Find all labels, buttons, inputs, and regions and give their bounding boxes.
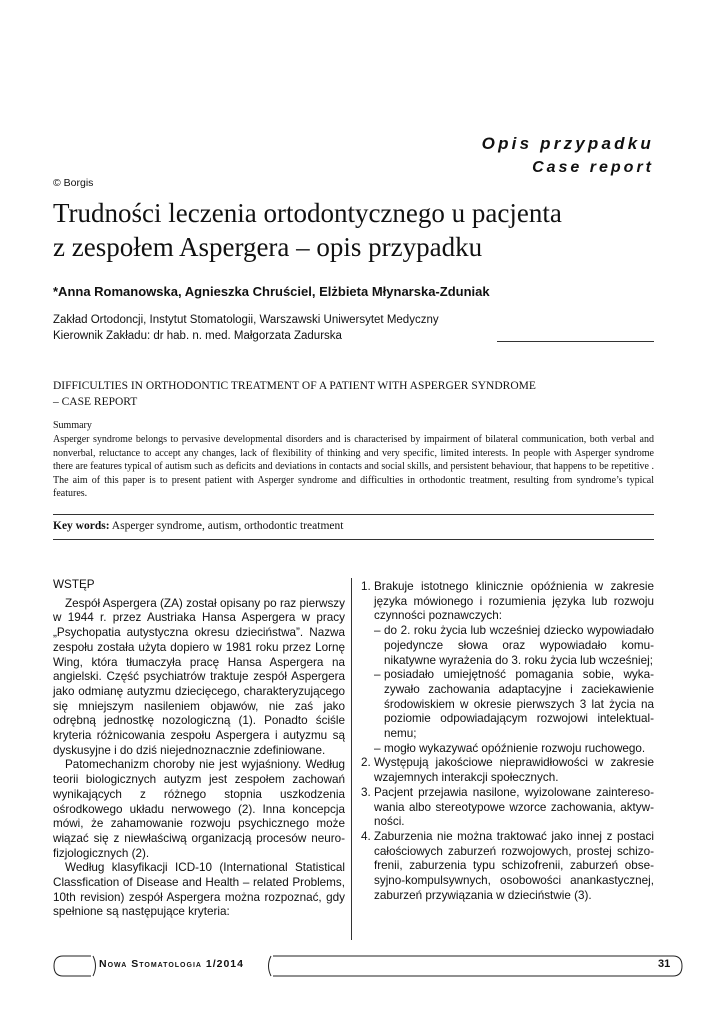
criteria-text: Występują jakościowe nieprawidłowości w zakresie wzajemnych interakcji społecznych.	[374, 756, 654, 785]
article-title	[53, 196, 673, 264]
section-category-pl: Opis przypadku	[481, 134, 654, 153]
english-title-line-1: DIFFICULTIES IN ORTHODONTIC TREATMENT OF A PATIENT WITH ASPERGER SYNDROME	[53, 380, 536, 392]
english-title-line-2: – CASE REPORT	[53, 395, 138, 408]
criteria-subitem-text: mogło wykazywać opóźnienie rozwoju ruchowego.	[384, 741, 646, 755]
affiliation-head: Kierownik Zakładu: dr hab. n. med. Małgorzata Zadurska	[53, 329, 342, 342]
criteria-subitem	[361, 742, 654, 757]
article-title-line-2: z zespołem Aspergera – opis przypadku	[53, 232, 483, 262]
english-title	[53, 379, 673, 410]
keywords	[53, 520, 343, 532]
paragraph: Patomechanizm choroby nie jest wyjaśniony. Według teorii biologicznych autyzm jest zespołem zachowań wynikających z różnego stopnia uszkodzenia ośrodkowego układu nerwowego (2). Inna koncepcja mówi, że zahamowanie rozwoju psychicznego może wiązać się z niewłaściwą organizacją procesów neurofizjologicznych (2).	[53, 758, 345, 860]
column-divider	[351, 578, 352, 940]
authors: *Anna Romanowska, Agnieszka Chruściel, Elżbieta Młynarska-Zduniak	[53, 284, 490, 299]
criteria-item	[361, 830, 654, 904]
criteria-number: 3.	[361, 785, 371, 799]
section-heading: WSTĘP	[53, 578, 95, 591]
affiliation	[53, 313, 439, 344]
publisher-label: © Borgis	[53, 177, 94, 189]
criteria-item	[361, 786, 654, 830]
summary-heading: Summary	[53, 420, 92, 431]
summary-text: Asperger syndrome belongs to pervasive developmental disorders and is characterised by impairment of bilateral communication, both verbal and nonverbal, reluctance to accept any changes, lack of flexibility of thinking and very specific, limited interests. In people with Asperger syndrome there are features typical of autism such as deficits and deviations in contacts and social skills, and persistent behaviour, that happens to be repetitive . The aim of this paper is to present patient with Asperger syndrome and difficulties in orthodontic treatment, resulting from syndrome’s typical features.	[53, 434, 654, 500]
criteria-text: Pacjent przejawia nasilone, wyizolowane zainteresowania albo stereotypowe wzorce zachowania, aktywności.	[374, 785, 654, 829]
dash-marker: –	[374, 624, 381, 638]
criteria-subitem-text: posiadało umiejętność pomagania sobie, wykazywało zachowania adaptacyjne i zaciekawienie środowiskiem w okresie pierwszych 3 lat życia na poziomie odpowiadającym rozwojowi intelektualnemu;	[384, 668, 654, 741]
section-category-en: Case report	[532, 159, 654, 176]
paragraph: Według klasyfikacji ICD-10 (International Statistical Classfication of Disease and Health – related Problems, 10th revision) zespół Aspergera można rozpoznać, gdy spełnione są następujące kryteria:	[53, 861, 345, 919]
article-title-line-1: Trudności leczenia ortodontycznego u pacjenta	[53, 198, 562, 228]
keywords-text: Asperger syndrome, autism, orthodontic treatment	[111, 520, 344, 532]
body-right-column	[361, 580, 654, 903]
keywords-label: Key words:	[53, 520, 110, 532]
affiliation-divider	[497, 341, 654, 342]
criteria-number: 4.	[361, 829, 371, 843]
page-number: 31	[658, 958, 671, 970]
criteria-number: 2.	[361, 756, 371, 770]
criteria-subitem-text: do 2. roku życia lub wcześniej dziecko wypowiadało pojedyncze słowa oraz wypowiadało komunikatywne wyrażenia do 3. roku życia lub wcześniej;	[384, 624, 654, 667]
criteria-number: 1.	[361, 580, 371, 593]
journal-name: Nowa Stomatologia 1/2014	[99, 958, 244, 970]
dash-marker: –	[374, 668, 381, 682]
body-left-column	[53, 578, 345, 920]
keywords-bottom-divider	[53, 539, 654, 540]
criteria-text: Brakuje istotnego klinicznie opóźnienia w zakresie języka mówionego i rozumienia języka lub rozwoju czynności poznawczych:	[374, 580, 654, 623]
criteria-text: Zaburzenia nie można traktować jako innej z postaci całościowych zaburzeń rozwojowych, prostej schizofrenii, zaburzenia typu schizofrenii, zaburzeń obsesyjno-kompulsywnych, osobowości anankastycznej, zaburzeń przywiązania w dzieciństwie (3).	[374, 829, 654, 902]
affiliation-department: Zakład Ortodoncji, Instytut Stomatologii, Warszawski Uniwersytet Medyczny	[53, 314, 439, 326]
criteria-item	[361, 756, 654, 785]
dash-marker: –	[374, 741, 381, 755]
paragraph: Zespół Aspergera (ZA) został opisany po raz pierwszy w 1944 r. przez Austriaka Hansa Aspergera w pracy „Psychopatia autystyczna okresu dzieciństwa”. Nazwa zespołu została użyta dopiero w 1981 roku przez Lornę Wing, która tłumaczyła pracę Hansa Aspergera na angielski. Część psychiatrów traktuje zespół Aspergera jako odmianę autyzmu dziecięcego, charakteryzującego się mniejszym nasileniem objawów, nie zaś jako odrębną jednostkę nozologiczną (1). Ponadto ściśle kryteria różnicowania zespołu Aspergera i autyzmu są dyskusyjne i do dziś niejednoznacznie zdefiniowane.	[53, 596, 345, 757]
criteria-item	[361, 580, 654, 624]
criteria-subitem	[361, 668, 654, 742]
keywords-top-divider	[53, 514, 654, 515]
criteria-subitem	[361, 624, 654, 668]
